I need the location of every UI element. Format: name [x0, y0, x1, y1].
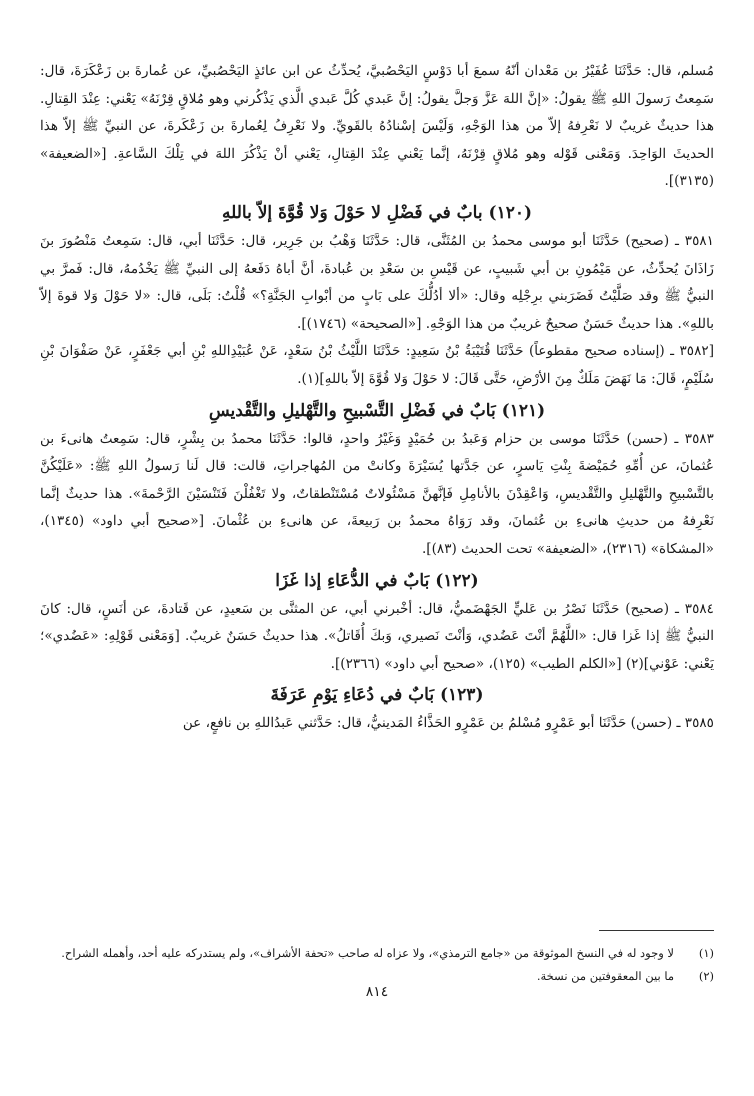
chapter-heading: (١٢٣) بَابٌ في دُعَاءِ يَوْمِ عَرَفَةَ	[270, 685, 484, 706]
footnotes	[40, 942, 714, 988]
footnote-text: ما بين المعقوفتين من نسخة.	[536, 969, 674, 983]
hadith-paragraph: ٣٥٨٣ ـ (حسن) حَدَّثَنَا موسى بن حزام وَعَبدُ بن حُمَيْدٍ وَغَيْرُ واحدٍ، قالوا: حَدَّثَنَا محمدُ بن بِشْرٍ، قال: سَمِعتُ هانىءَ بن عُثمانَ، عن أُمِّهِ حُمَيْضةَ بِنْتِ يَاسرٍ، عن جَدَّتها يُسَيْرَةَ وكانتْ من المُهاجراتِ، قالت: قال لَنا رَسولُ اللهِ ﷺ: «عَلَيْكُنَّ بالتَّسْبيحِ والتَّهْليلِ والتَّقْديسِ، وَاعْقِدْنَ بالأنامِلِ فَإنَّهنَّ مَسْئُولاتٌ مُسْتَنْطقاتٌ، ولا تَغْفُلْنَ فَتَنْسَيْنَ الرَّحْمةَ». هذا حديثٌ إنَّما نَعْرِفهُ من حديثِ هانىءِ بن عُثمانَ، وقد رَوَاهُ محمدُ بن رَبيعةَ، عن هانىءِ بن عُثْمانَ. [«صحيح أبي داود» (١٣٤٥)، «المشكاة» (٢٣١٦)، «الضعيفة» تحت الحديث (٨٣)].	[40, 430, 714, 557]
page-number: ٨١٤	[365, 984, 389, 1000]
hadith-paragraph: ٣٥٨٥ ـ (حسن) حَدَّثَنَا أبو عَمْرٍو مُسْلمُ بن عَمْرٍو الحَذَّاءُ المَدينيُّ، قال: حَدَّثني عَبدُاللهِ بن نافعٍ، عن	[182, 715, 714, 732]
chapter-heading: (١٢٠) بابٌ في فَضْلِ لا حَوْلَ وَلا قُوَّةَ إلاّ باللهِ	[221, 202, 533, 223]
footnote-number: (٢)	[698, 969, 714, 983]
page-content	[40, 58, 714, 1096]
footnote-text: لا وجود له في النسخ الموثوقة من «جامع الترمذي»، ولا عزاه له صاحب «تحفة الأشراف»، ولم يستدركه عليه أحد، وأهمله الشراح.	[61, 946, 674, 960]
hadith-paragraph: مُسلم، قال: حَدَّثَنَا عُفَيْرُ بن مَعْدان أنّهُ سمعَ أبا دَوْسٍ اليَحْصُبيَّ، يُحدِّثُ عن ابن عائذٍ اليَحْصُبيِّ، عن عُمارةَ بن زَعْكَرَةَ، قال: سَمِعتُ رَسولَ اللهِ ﷺ يقولُ: «إنَّ اللهَ عَزَّ وَجلَّ يقولُ: إنَّ عَبدي كُلَّ عَبدي الَّذي يَذْكُرني وهو مُلاقٍ قِرْنَهُ» يَعْني: عِنْدَ القِتالِ. هذا حديثٌ غريبٌ لا نَعْرِفهُ إلاّ من هذا الوَجْهِ، وَلَيْسَ إسْنادُهُ بالقَويِّ. ولا نَعْرِفُ لِعُمارةَ بن زَعْكَرةَ، عن النبيِّ ﷺ إلاّ هذا الحديثَ الوَاحِدَ. وَمَعْنى قَوْله وهو مُلاقٍ قِرْنَهُ، إنَّما يَعْني عِنْدَ القِتالِ، يَعْني أنْ يَذْكُرَ اللهَ في تِلْكَ السَّاعةِ. [«الضعيفة» (٣١٣٥)].	[40, 63, 714, 190]
hadith-paragraph: ٣٥٨١ ـ (صحيح) حَدَّثَنَا أبو موسى محمدُ بن المُثَنَّى، قال: حَدَّثَنَا وَهْبُ بن جَرِير، قال: حَدَّثَنَا أبي، قال: سَمِعتُ مَنْصُورَ بنَ زَاذَانَ يُحدِّثُ، عن مَيْمُونِ بن أبي شَبيبٍ، عن قَيْسِ بن سَعْدِ بن عُبادةَ، أنَّ أباهُ دَفَعهُ إلى النبيِّ ﷺ يَخْدُمهُ، قال: فَمرَّ بي النبيُّ ﷺ وقد صَلَّيْتُ فَضَرَبني برِجْلِه وقال: «ألا أدُلُّكَ على بَابٍ من أبْوابِ الجَنَّةِ؟» قُلْتُ: بَلَى، قال: «لا حَوْلَ وَلا قوةَ إلاّ باللهِ». هذا حديثٌ حَسَنٌ صحيحٌ غريبٌ من هذا الوَجْهِ. [«الصحيحة» (١٧٤٦)].	[40, 232, 714, 332]
hadith-paragraph: [٣٥٨٢ ـ (إسناده صحيح مقطوعاً) حَدَّثَنَا قُتَيْبَةُ بْنُ سَعِيدٍ: حَدَّثَنَا اللَّيْثُ بْنُ سَعْدٍ، عَنْ عُبَيْدِاللهِ بْنِ أبي جَعْفَرٍ، عَنْ صَفْوَانَ بْنِ سُلَيْمٍ، قَالَ: مَا نَهَضَ مَلَكٌ مِنَ الأرْضِ، حَتَّى قَالَ: لا حَوْلَ وَلا قُوَّةَ إلاّ باللهِ](١).	[40, 343, 714, 387]
body-text	[40, 58, 714, 738]
chapter-heading: (١٢٢) بَابٌ في الدُّعَاءِ إذا غَزَا	[275, 570, 479, 591]
footnote-1	[40, 942, 714, 965]
chapter-heading: (١٢١) بَابٌ في فَضْلِ التَّسْبيحِ والتَّهْليلِ والتَّقْديسِ	[208, 400, 546, 421]
footnote-divider	[599, 930, 714, 931]
hadith-paragraph: ٣٥٨٤ ـ (صحيح) حَدَّثَنَا نَصْرُ بن عَليٍّ الجَهْضَميُّ، قال: أخْبرني أبي، عن المثنَّى بن سَعيدٍ، عن قَتادةَ، عن أنَسٍ، قال: كانَ النبيُّ ﷺ إذا غَزا قال: «اللَّهُمَّ أنْتَ عَضُدي، وَأنْتَ نَصيري، وَبكَ أُقَاتلُ». هذا حديثٌ حَسَنٌ غريبٌ. [وَمَعْنى قَوْلِهِ: «عَضُدي»؛ يَعْني: عَوْني](٢) [«الكلم الطيب» (١٢٥)، «صحيح أبي داود» (٢٣٦٦)].	[40, 600, 714, 672]
footnote-number: (١)	[698, 946, 714, 960]
